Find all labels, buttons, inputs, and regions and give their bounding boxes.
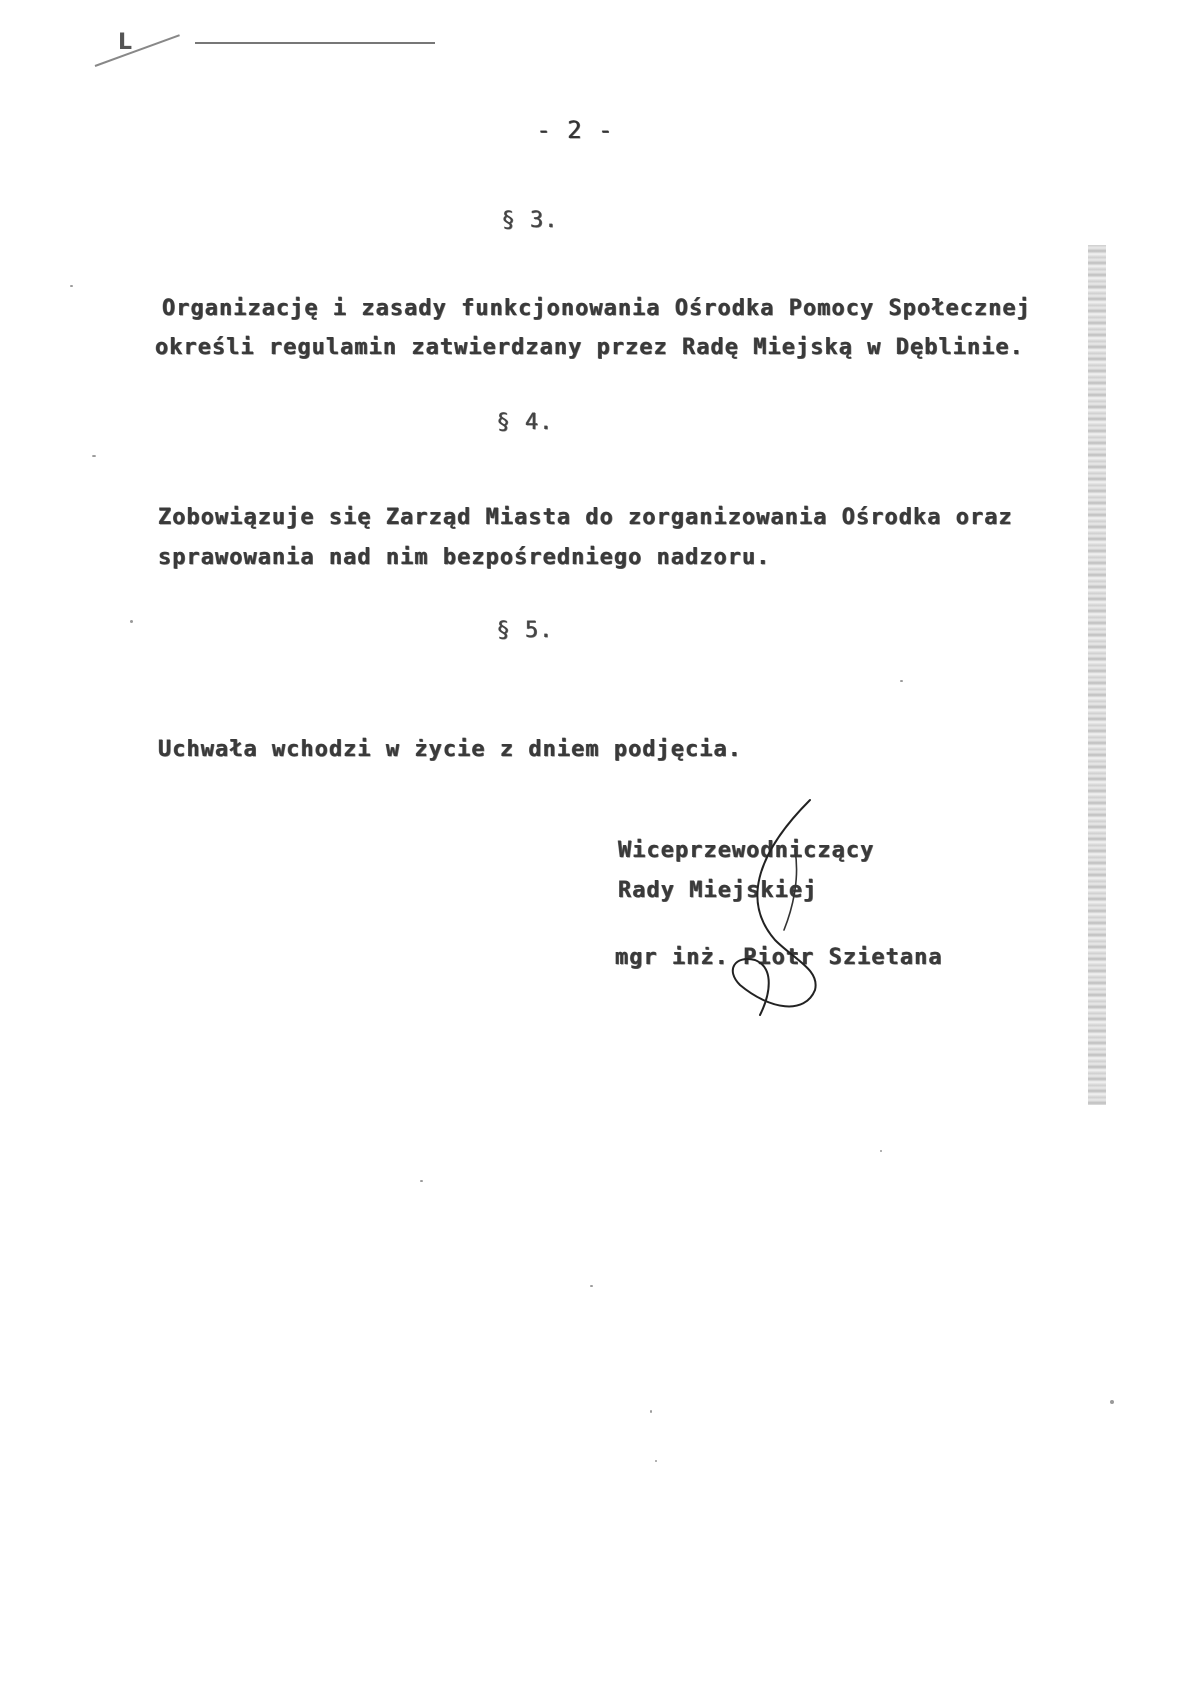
- scan-speck: [92, 455, 96, 457]
- page-number: - 2 -: [536, 116, 614, 144]
- section-4-line-1: Zobowiązuje się Zarząd Miasta do zorganizowania Ośrodka oraz: [158, 505, 1013, 530]
- scan-speck: [650, 1410, 652, 1413]
- signatory-role-line-1: Wiceprzewodniczący: [618, 838, 875, 863]
- scan-speck: [880, 1150, 882, 1152]
- corner-rule: [195, 42, 435, 44]
- section-4-line-2: sprawowania nad nim bezpośredniego nadzoru.: [158, 545, 771, 570]
- section-3-line-1: Organizację i zasady funkcjonowania Ośrodka Pomocy Społecznej: [162, 296, 1031, 321]
- corner-mark: L: [118, 30, 133, 55]
- signatory-name: mgr inż. Piotr Szietana: [615, 945, 943, 970]
- scan-speck: [655, 1460, 657, 1462]
- section-3-marker: § 3.: [501, 208, 559, 233]
- corner-stroke: [95, 34, 180, 67]
- scan-edge-stripe: [1088, 245, 1106, 1105]
- section-5-line-1: Uchwała wchodzi w życie z dniem podjęcia.: [158, 737, 743, 762]
- scan-speck: [130, 620, 133, 623]
- section-3-line-2: określi regulamin zatwierdzany przez Radę Miejską w Dęblinie.: [155, 335, 1024, 360]
- signatory-role-line-2: Rady Miejskiej: [618, 878, 818, 903]
- section-4-marker: § 4.: [496, 410, 554, 435]
- handwritten-signature: [700, 790, 840, 1020]
- scan-speck: [590, 1285, 593, 1287]
- scan-speck: [900, 680, 903, 682]
- scan-speck: [70, 285, 73, 287]
- scan-speck: [420, 1180, 423, 1182]
- section-5-marker: § 5.: [496, 618, 554, 643]
- scan-speck: [1110, 1400, 1114, 1404]
